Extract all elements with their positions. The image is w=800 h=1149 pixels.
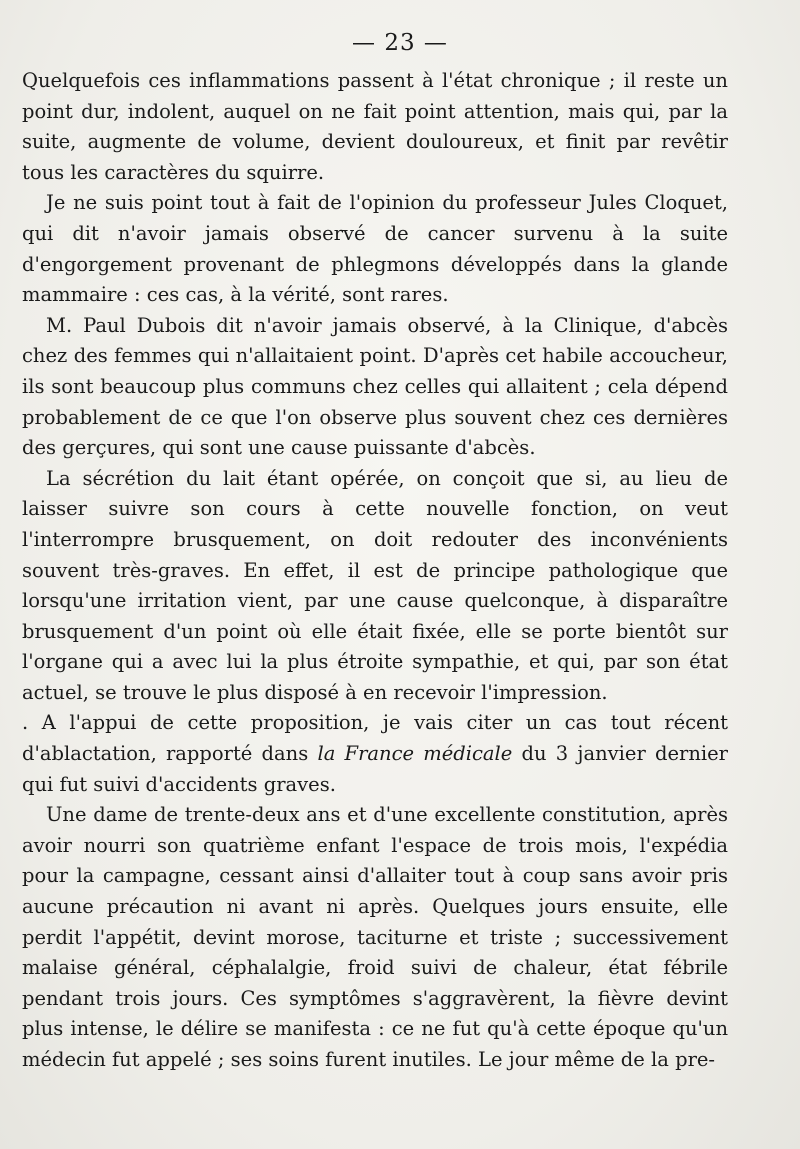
body-text bbox=[22, 66, 728, 1076]
page-number: — 23 — bbox=[352, 30, 448, 56]
paragraph-3: M. Paul Dubois dit n'avoir jamais observé, à la Clinique, d'abcès chez des femmes qui n'allaitaient point. D'après cet habile accoucheur, ils sont beaucoup plus communs chez celles qui allaitent ; cela dépend probablement de ce que l'on observe plus souvent chez ces dernières des gerçures, qui sont une cause puissante d'abcès. bbox=[22, 313, 728, 460]
journal-title: la France médicale bbox=[317, 742, 513, 766]
paragraph-4: La sécrétion du lait étant opérée, on conçoit que si, au lieu de laisser suivre son cours à cette nouvelle fonction, on veut l'interrompre brusquement, on doit redouter des inconvénients souvent très-graves. En effet, il est de principe pathologique que lorsqu'une irritation vient, par une cause quelconque, à disparaître brusquement d'un point où elle était fixée, elle se porte bientôt sur l'organe qui a avec lui la plus étroite sympathie, et qui, par son état actuel, se trouve le plus disposé à en recevoir l'impression. bbox=[22, 466, 728, 704]
paragraph-5-text-after: du 3 janvier dernier qui fut suivi d'accidents graves. bbox=[22, 742, 728, 796]
paragraph-5 bbox=[22, 708, 728, 800]
paragraph-2: Je ne suis point tout à fait de l'opinion du professeur Jules Cloquet, qui dit n'avoir jamais observé de cancer survenu à la suite d'engorgement provenant de phlegmons développés dans la glande mammaire : ces cas, à la vérité, sont rares. bbox=[22, 191, 728, 307]
paragraph-6: Une dame de trente-deux ans et d'une excellente constitution, après avoir nourri son quatrième enfant l'espace de trois mois, l'expédia pour la campagne, cessant ainsi d'allaiter tout à coup sans avoir pris aucune précaution ni avant ni après. Quelques jours ensuite, elle perdit l'appétit, devint morose, taciturne et triste ; successivement malaise général, céphalalgie, froid suivi de chaleur, état fébrile pendant trois jours. Ces symptômes s'aggravèrent, la fièvre devint plus intense, le délire se manifesta : ce ne fut qu'à cette époque qu'un médecin fut appelé ; ses soins furent inutiles. Le jour même de la pre- bbox=[22, 803, 728, 1071]
paragraph-1: Quelquefois ces inflammations passent à l'état chronique ; il reste un point dur, indolent, auquel on ne fait point attention, mais qui, par la suite, augmente de volume, devient douloureux, et finit par revêtir tous les caractères du squirre. bbox=[22, 69, 728, 184]
paragraph-5-text-before: . A l'appui de cette proposition, je vais citer un cas tout récent d'ablactation, rapporté dans bbox=[22, 711, 728, 766]
